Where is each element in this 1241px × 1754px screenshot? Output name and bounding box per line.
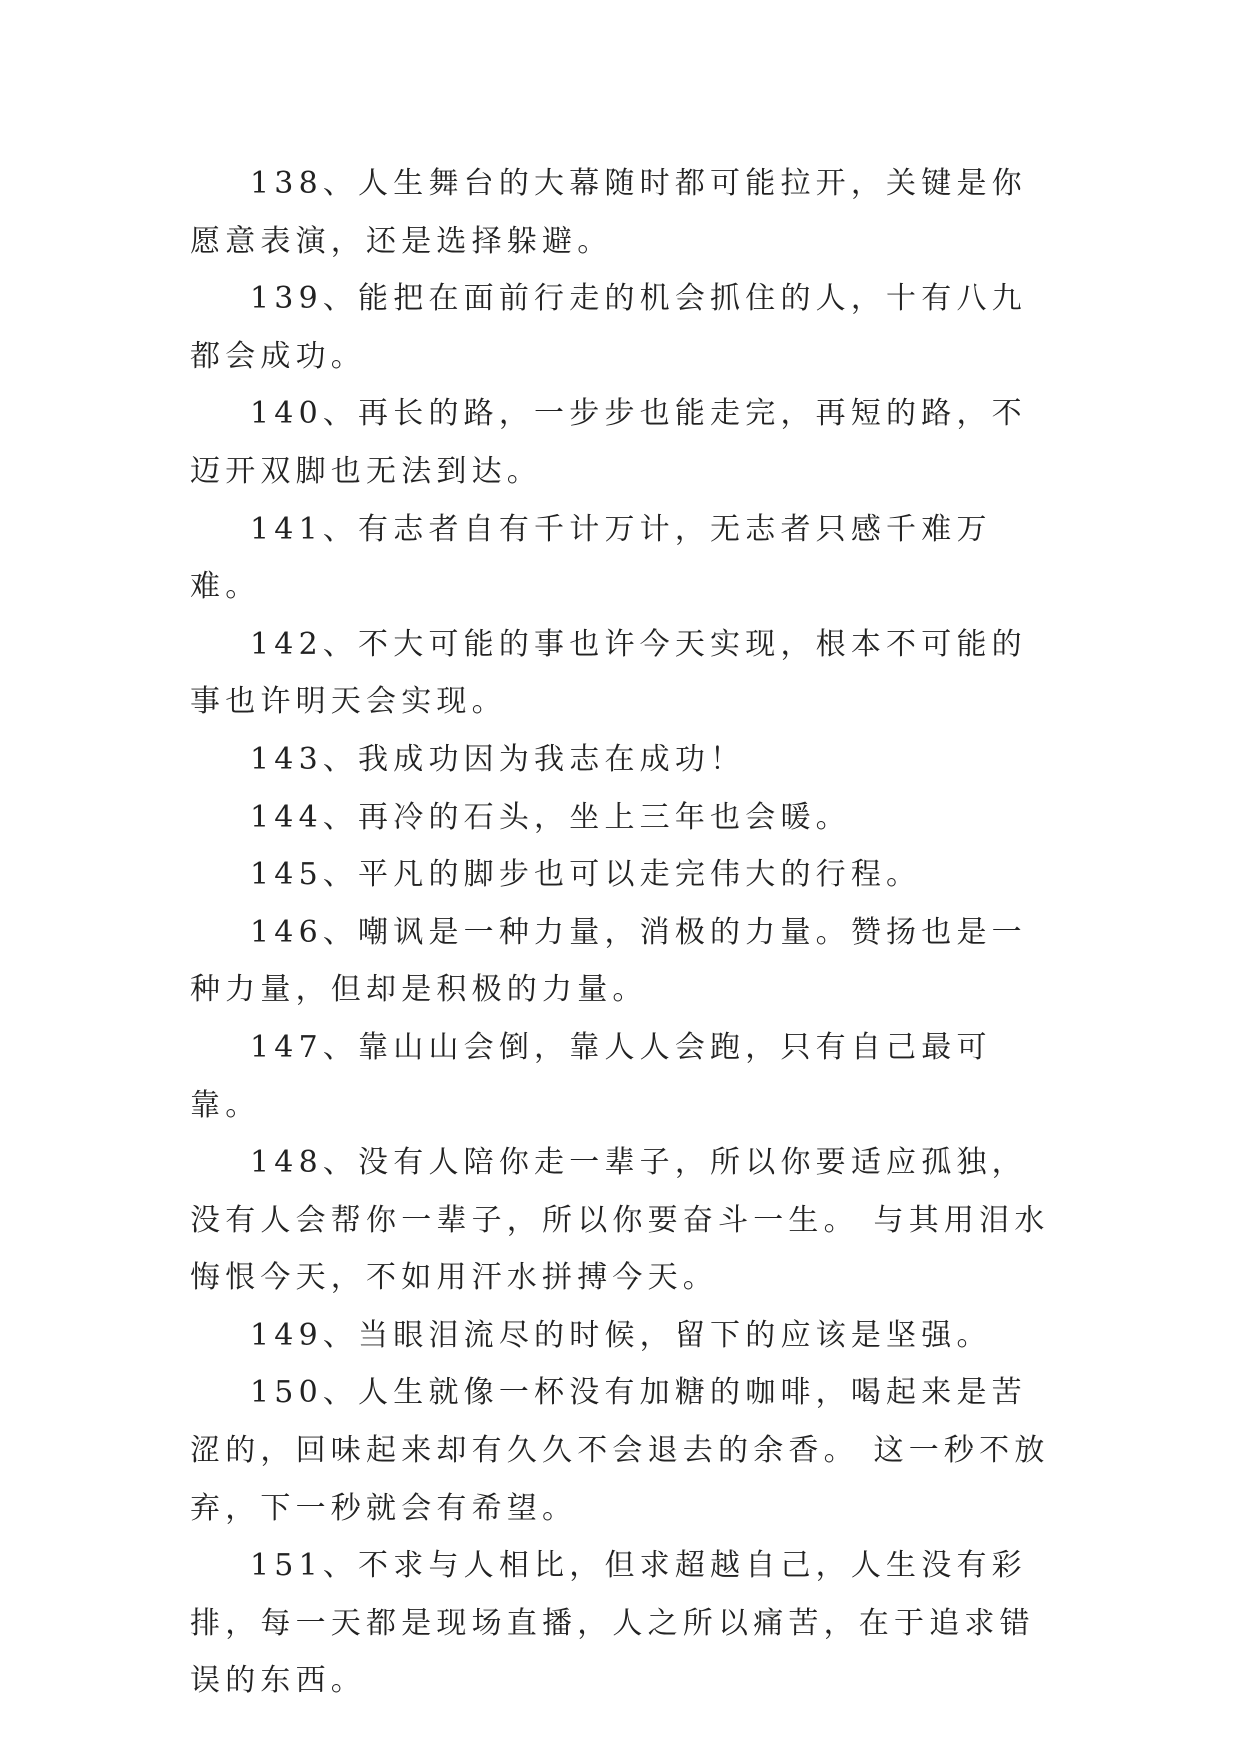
paragraph-141: 141、有志者自有千计万计，无志者只感千难万难。: [190, 511, 992, 605]
paragraph-145: 145、平凡的脚步也可以走完伟大的行程。: [250, 857, 922, 893]
paragraph-148: 148、没有人陪你走一辈子，所以你要适应孤独，没有人会帮你一辈子，所以你要奋斗一生。 与其用泪水悔恨今天，不如用汗水拼搏今天。: [190, 1145, 1050, 1296]
paragraph-144: 144、再冷的石头，坐上三年也会暖。: [250, 799, 851, 835]
paragraph-138: 138、人生舞台的大幕随时都可能拉开，关键是你愿意表演，还是选择躲避。: [190, 166, 1027, 259]
paragraph-143: 143、我成功因为我志在成功！: [250, 741, 746, 777]
paragraph-151: 151、不求与人相比，但求超越自己，人生没有彩排，每一天都是现场直播，人之所以痛苦，在于追求错误的东西。: [190, 1548, 1035, 1699]
paragraph-139: 139、能把在面前行走的机会抓住的人，十有八九都会成功。: [190, 281, 1027, 374]
paragraph-149: 149、当眼泪流尽的时候，留下的应该是坚强。: [250, 1317, 992, 1353]
paragraph-146: 146、嘲讽是一种力量，消极的力量。赞扬也是一种力量，但却是积极的力量。: [190, 914, 1027, 1008]
paragraph-147: 147、靠山山会倒，靠人人会跑，只有自己最可靠。: [190, 1029, 992, 1123]
paragraph-150: 150、人生就像一杯没有加糖的咖啡，喝起来是苦涩的，回味起来却有久久不会退去的余香。 这一秒不放弃，下一秒就会有希望。: [190, 1375, 1050, 1526]
paragraph-142: 142、不大可能的事也许今天实现，根本不可能的事也许明天会实现。: [190, 626, 1027, 720]
paragraph-140: 140、再长的路，一步步也能走完，再短的路，不迈开双脚也无法到达。: [190, 396, 1027, 489]
document-body: [190, 155, 1050, 1710]
